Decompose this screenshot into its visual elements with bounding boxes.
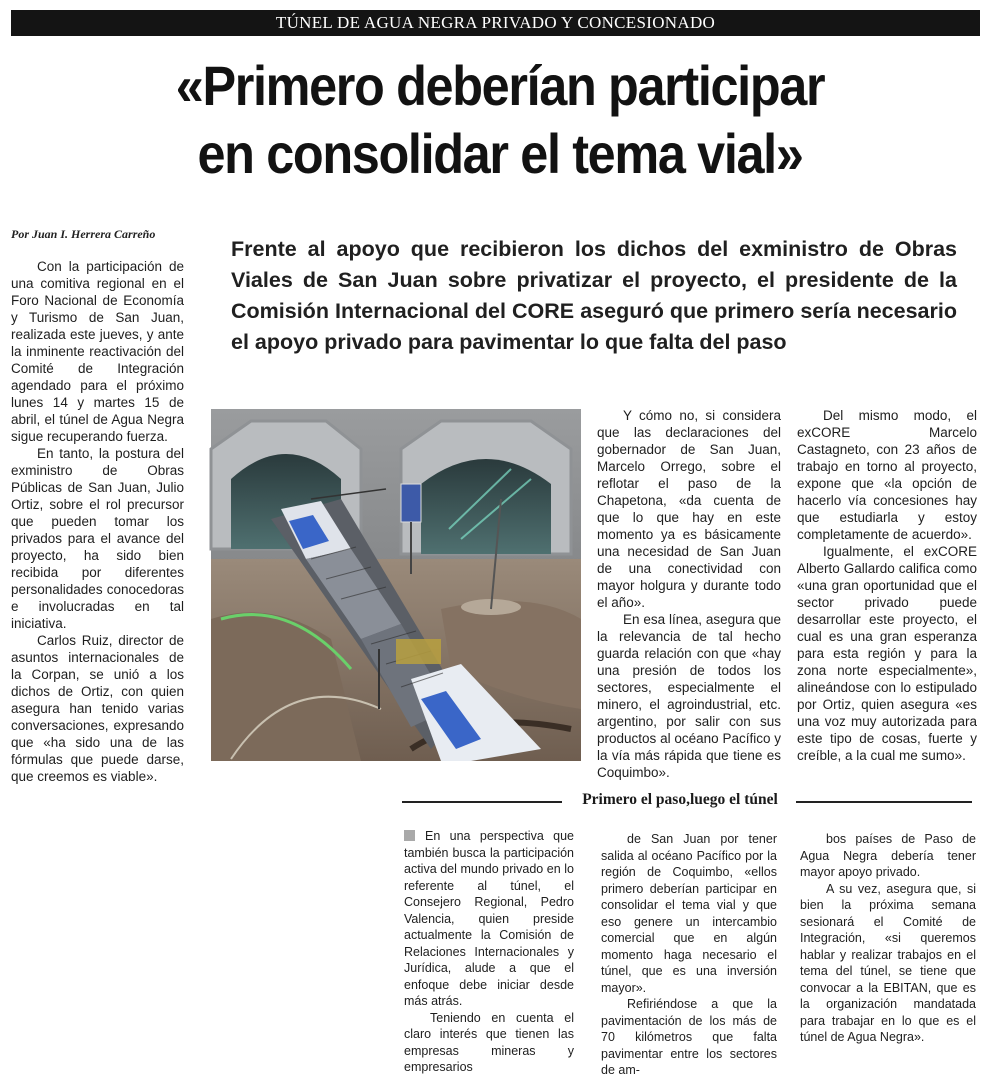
headline-line-2: en consolidar el tema vial» <box>197 122 803 185</box>
subheading: Primero el paso,luego el túnel <box>582 791 778 808</box>
article-column-bottom-3 <box>800 831 976 1046</box>
article-column-middle <box>597 407 781 781</box>
headline <box>104 52 896 188</box>
section-kicker: TÚNEL DE AGUA NEGRA PRIVADO Y CONCESIONADO <box>11 10 980 36</box>
subheading-rule-left <box>402 801 562 803</box>
byline: Por Juan I. Herrera Carreño <box>11 227 156 241</box>
paragraph: Con la participación de una comitiva regional en el Foro Nacional de Economía y Turismo de San Juan, realizada este jueves, y ante la inminente reactivación del Comité de Integración agendado para el próximo lunes 14 y martes 15 de abril, el túnel de Agua Negra sigue recuperando fuerza. <box>11 259 184 444</box>
paragraph: Teniendo en cuenta el claro interés que tienen las empresas mineras y empresarios <box>404 1010 574 1074</box>
deck-summary: Frente al apoyo que recibieron los dichos del exministro de Obras Viales de San Juan sobre privatizar el proyecto, el presidente de la Comisión Internacional del CORE aseguró que primero sería necesario el apoyo privado para pavimentar lo que falta del paso <box>231 237 957 354</box>
article-column-left <box>11 258 184 785</box>
article-column-bottom-1 <box>404 828 574 1076</box>
article-column-bottom-2 <box>601 831 777 1079</box>
paragraph-text: En una perspectiva que también busca la participación activa del mundo privado en lo referente al túnel, el Consejero Regional, Pedro Valencia, quien preside actualmente la Comisión de Relaciones Internacionales y Jurídica, alude a que el enfoque debe iniciar desde más atrás. <box>404 829 574 1008</box>
subheading-block <box>388 786 980 818</box>
paragraph: Igualmente, el exCORE Alberto Gallardo califica como «una gran oportunidad que el sector privado puede desarrollar este proyecto, el cual es una gran esperanza para esta región y para la zona norte especialmente», alineándose con lo estipulado por Ortiz, quien asegura «es una voz muy autorizada para este tipo de cosas, fuerte y creíble, a la cual me sumo». <box>797 544 977 763</box>
tunnel-model-illustration <box>211 409 581 761</box>
headline-line-1: «Primero deberían participar <box>175 54 825 117</box>
article-column-right <box>797 407 977 764</box>
paragraph: Carlos Ruiz, director de asuntos internacionales de la Corpan, se unió a los dichos de Ortiz, con quien asegura han tenido varias conversaciones, expresando que «ha sido una de las fórmulas que puede darse, que creemos es viable». <box>11 633 184 784</box>
paragraph: Del mismo modo, el exCORE Marcelo Castagneto, con 23 años de trabajo en torno al proyecto, expone que «la opción de hacerlo vía concesiones hay que estudiarla y estoy completamente de acuerdo». <box>797 408 977 542</box>
paragraph: Refiriéndose a que la pavimentación de los más de 70 kilómetros que falta pavimentar entre los sectores de am- <box>601 997 777 1077</box>
tunnel-model-photo <box>211 409 581 761</box>
paragraph: En esa línea, asegura que la relevancia de tal hecho guarda relación con que «hay una presión de todos los sectores, especialmente el minero, el agroindustrial, etc. argentino, por salir con sus productos al océano Pacífico y la vía más rápida que tiene es Coquimbo». <box>597 612 781 780</box>
paragraph: de San Juan por tener salida al océano Pacífico por la región de Coquimbo, «ellos primero deberían participar en consolidar el tema vial y que eso genere un intercambio comercial que en algún momento haga necesario el túnel, que es una inversión mayor». <box>601 832 777 995</box>
paragraph: Y cómo no, si considera que las declaraciones del gobernador de San Juan, Marcelo Orrego, sobre el reflotar el paso de la Chapetona, «da cuenta de que lo que hay en este momento ya es básicamente una necesidad de San Juan de una conectividad con mayor holgura y durante todo el año». <box>597 408 781 610</box>
paragraph: A su vez, asegura que, si bien la próxima semana sesionará el Comité de Integración, «si queremos hablar y realizar trabajos en el tema del túnel, se tiene que convocar a la EBITAN, que es la organización mandatada para trabajar en lo que es el túnel de Agua Negra». <box>800 881 976 1044</box>
paragraph: En tanto, la postura del exministro de Obras Públicas de San Juan, Julio Ortiz, sobre el rol precursor que pueden tomar los privados para el avance del proyecto, ha sido bien recibida por diferentes personalidades conocedoras e involucradas en tal iniciativa. <box>11 446 184 631</box>
square-bullet-icon <box>404 830 415 841</box>
paragraph: bos países de Paso de Agua Negra debería tener mayor apoyo privado. <box>800 832 976 879</box>
paragraph <box>404 828 574 1010</box>
subheading-rule-right <box>796 801 972 803</box>
